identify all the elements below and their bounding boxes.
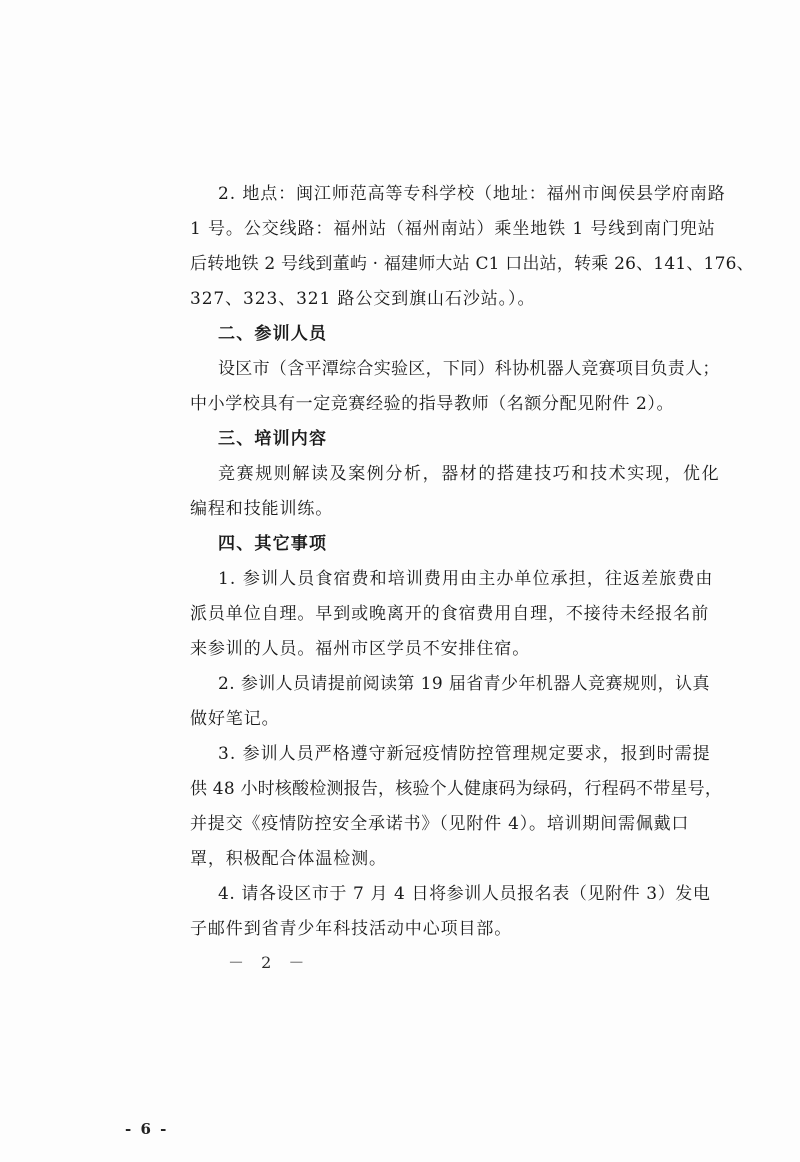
- section-heading: 四、其它事项: [218, 534, 328, 554]
- body-line: 做好笔记。: [190, 709, 280, 729]
- body-line: 3. 参训人员严格遵守新冠疫情防控管理规定要求，报到时需提: [218, 744, 711, 764]
- body-line: 1 号。公交线路：福州站（福州南站）乘坐地铁 1 号线到南门兜站: [190, 219, 716, 239]
- section-heading: 二、参训人员: [218, 324, 328, 344]
- body-line: 供 48 小时核酸检测报告，核验个人健康码为绿码，行程码不带星号，: [190, 779, 723, 799]
- body-line: 2. 参训人员请提前阅读第 19 届省青少年机器人竞赛规则，认真: [218, 674, 710, 694]
- body-line: 2. 地点：闽江师范高等专科学校（地址：福州市闽侯县学府南路: [218, 184, 726, 204]
- body-line: 设区市（含平潭综合实验区，下同）科协机器人竞赛项目负责人；: [218, 359, 720, 379]
- body-line: 并提交《疫情防控安全承诺书》（见附件 4）。培训期间需佩戴口: [190, 814, 690, 834]
- body-line: 327、323、321 路公交到旗山石沙站。）。: [190, 289, 536, 309]
- body-line: 编程和技能训练。: [190, 499, 334, 519]
- body-line: 4. 请各设区市于 7 月 4 日将参训人员报名表（见附件 3）发电: [218, 884, 711, 904]
- section-heading: 三、培训内容: [218, 429, 328, 449]
- inner-page-number: － 2 －: [228, 953, 311, 972]
- body-line: 1. 参训人员食宿费和培训费用由主办单位承担，往返差旅费由: [218, 569, 714, 589]
- body-line: 子邮件到省青少年科技活动中心项目部。: [190, 919, 513, 939]
- body-line: 中小学校具有一定竞赛经验的指导教师（名额分配见附件 2）。: [190, 394, 675, 414]
- body-line: 派员单位自理。早到或晚离开的食宿费用自理，不接待未经报名前: [190, 604, 710, 624]
- body-line: 后转地铁 2 号线到董屿 · 福建师大站 C1 口出站，转乘 26、141、176、: [190, 254, 754, 274]
- outer-page-number: - 6 -: [125, 1120, 169, 1138]
- body-line: 罩，积极配合体温检测。: [190, 849, 387, 869]
- body-line: 竞赛规则解读及案例分析，器材的搭建技巧和技术实现，优化: [218, 464, 721, 484]
- body-line: 来参训的人员。福州市区学员不安排住宿。: [190, 639, 531, 659]
